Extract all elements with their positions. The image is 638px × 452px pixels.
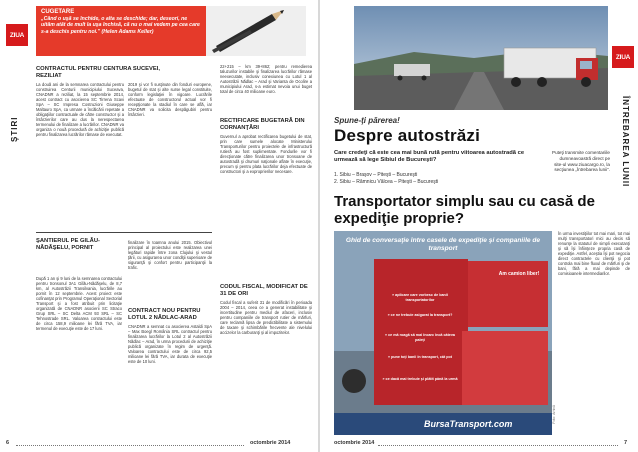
article-text-rectificare: Guvernul a aprobat rectificarea bugetului de stat, prin care sumele alocate Ministerului Transporturilor pentru proiectele de infrastructură rutieră au fost suplimentate. Fondurile vor fi direcţionate către finalizarea unor tronsoane de autostradă şi drumuri naţionale aflate în execuţie, precum şi pentru plata lucrărilor deja efectuate de constructori şi a exproprierilor necesare. bbox=[220, 134, 312, 174]
page-number-right: 7 bbox=[624, 440, 628, 446]
guide-item: » ce dacă mai trebuie şi plătit până la urmă bbox=[382, 377, 458, 381]
quote-header: CUGETARE bbox=[41, 9, 75, 15]
article-text-lotul2: CNADNR a semnat cu asocierea Astaldi SpA – Max Boegl România SRL contractul pentru finalizarea lucrărilor la Lotul 2 al Autostrăzii Nădlac – Arad, în urma procedurii de achiziţie publică organizate în regim de urgenţă. Valoarea contractului este de circa 92,5 milioane lei fără TVA, iar durata de execuţie este de 10 luni. bbox=[128, 324, 212, 364]
survey-note: Puteţi transmite comentariile dumneavoastră direct pe site-ul www.ziuacargo.ro, la secţiunea „Întrebarea lunii”. bbox=[552, 150, 610, 173]
guide-item: » ce mă roagă să mai încarc încă câteva paleţi bbox=[385, 333, 455, 342]
quote-text: „Când o uşă se închide, o alta se deschide; dar, deseori, ne uităm atât de mult la uşa închisă, că nu o mai vedem pe cea care s-a deschis pentru noi.” (Helen Adams Keller) bbox=[41, 16, 200, 35]
survey-kicker: Spune-ţi părerea! bbox=[334, 116, 400, 125]
survey-option-2: 2. Sibiu – Râmnicu Vâlcea – Piteşti – Bucureşti bbox=[334, 179, 439, 185]
article-text-gilau-col2: finalizare în toamna anului 2015. Obiectivul principal al proiectului este realizarea unei legături rapide între zona Clujului şi vestul ţării, cu asigurarea unor condiţii superioare de siguranţă şi confort pentru participanţii la trafic. bbox=[128, 240, 212, 270]
article-text-nadlac-cont: 22+215 – km 39+862; pentru remedierea taluzurilor instabile şi finalizarea lucrărilor rămase neexecutate, inclusiv conexiunea cu Lotul 1 al Autostrăzii Nădlac – Arad şi Varianta de Ocolire a municipiului Arad, s-a estimat nevoia unui buget total de circa 40 milioane euro. bbox=[220, 64, 312, 94]
guide-item: » aplicare care vorbesc de banii transportatorilor bbox=[392, 293, 448, 302]
pencil-photo bbox=[206, 6, 306, 56]
photo-credit: Foto: Arhivă bbox=[552, 405, 556, 424]
section-title-intrebarea: ÎNTREBAREA LUNII bbox=[621, 96, 630, 188]
footer-dots-right bbox=[378, 445, 618, 446]
article-title-gilau: ŞANTIERUL PE GILĂU-NĂDĂŞELU, PORNIT bbox=[36, 238, 100, 251]
survey-option-1: 1. Sibiu – Braşov – Piteşti – Bucureşti bbox=[334, 172, 418, 178]
section-title-stiri: ŞTIRI bbox=[10, 116, 19, 142]
left-page bbox=[0, 0, 318, 452]
section-divider bbox=[36, 232, 212, 233]
footer-dots-left bbox=[16, 445, 244, 446]
guide-speech-bubble: Am camion liber! bbox=[498, 271, 540, 277]
survey-question: Care credeţi că este cea mai bună rută pentru viitoarea autostradă ce urmează să lege Sibiul de Bucureşti? bbox=[334, 150, 525, 163]
article-title-centura-suceava: CONTRACTUL PENTRU CENTURA SUCEVEI, REZILIAT bbox=[36, 66, 160, 79]
ziua-logo: ZIUA bbox=[6, 24, 28, 46]
page-number-left: 6 bbox=[6, 440, 10, 446]
headline: Transportator simplu sau cu casă de expediţie proprie? bbox=[334, 193, 595, 227]
article-text-centura-col1: La două ani de la semnarea contractului pentru construirea Centurii municipiului Suceava, CNADNR a reziliat, la 15 septembrie 2014, acest contract cu asocierea SC Tirrena Scavi SpA – SC Impresa Costruzioni Giuseppe Maltauro SpA, ca urmare a încălcării repetate a obligaţiilor contractuale de către constructor şi a întârzierilor care au dus la nerespectarea termenului de finalizare a lucrărilor. CNADNR va organiza o nouă procedură de achiziţie publică pentru finalizarea lucrărilor rămase de executat. bbox=[36, 82, 124, 137]
conversation-guide-image bbox=[334, 231, 552, 435]
article-text-codul-fiscal: Codul fiscal a suferit 31 de modificări în perioada 2004 – 2014, ceea ce a generat instabilitate şi incertitudine pentru mediul de afaceri, inclusiv pentru companiile de transport rutier de mărfuri, care reclamă lipsa de predictibilitate a sistemului de taxare şi schimbările frecvente ale nivelului accizelor la carburanţi şi al impozitelor. bbox=[220, 300, 312, 335]
ziua-logo-right: ZIUA bbox=[612, 46, 634, 68]
survey-title: Despre autostrăzi bbox=[334, 126, 481, 145]
article-title-rectificare: RECTIFICARE BUGETARĂ DIN CORNANŢĂRI bbox=[220, 118, 305, 131]
headline-article-text: În urma investiţiilor tot mai mari, tot mai mulţi transportatori mici au decis să renunţe la statutul de simpli executanţi şi să îşi înfiinţeze propria casă de expediţie. Astfel, aceştia îşi pot negocia direct contractele cu clienţii şi pot controla mai bine fluxul de mărfuri şi de bani, fără a mai depinde de comisioanele intermediarilor. bbox=[558, 231, 630, 276]
article-title-lotul2: CONTRACT NOU PENTRU LOTUL 2 NĂDLAC-ARAD bbox=[128, 308, 201, 321]
quote-box bbox=[36, 6, 206, 56]
guide-title: Ghid de conversaţie între casele de expediţie şi companiile de transport bbox=[345, 237, 541, 252]
truck-road-photo bbox=[354, 6, 608, 110]
article-text-gilau-col1: După 1 an şi 9 luni de la semnarea contractului pentru tronsonul 3A1 Gilău-Nădăşelu, de 8,7 km, al Autostrăzii Transilvania, lucrările au pornit în 12 septembrie. Acest proiect este cofinanţat prin Programul Operaţional Sectorial Transport şi a fost atribuit prin licitaţie organizată de CNADNR asocierii SC Straco Grup SRL – SC Delta ACM 93 SRL – SC Tehnostrade SRL. Valoarea contractului este de circa 158,9 milioane lei fără TVA, iar termenul de execuţie este de 17 luni. bbox=[36, 276, 122, 331]
article-text-centura-col2: 2019 şi vor fi susţinute din fonduri europene, bugetul de stat şi alte surse legal constituite, conform legislaţiei în vigoare. Lucrările efectuate de constructorul actual vor fi recepţionate la stadiul în care se află, iar CNADNR va solicita despăgubiri pentru întârzieri. bbox=[128, 82, 212, 117]
article-title-codul-fiscal: CODUL FISCAL, MODIFICAT DE 31 DE ORI bbox=[220, 284, 308, 297]
guide-item: » ce ne trebuie asigurat la transport? bbox=[387, 313, 453, 317]
footer-date-right: octombrie 2014 bbox=[334, 440, 375, 446]
guide-item: » pune toţi banii în transport, cât pot bbox=[388, 355, 452, 359]
footer-date-left: octombrie 2014 bbox=[250, 440, 291, 446]
bursatransport-logo: BursaTransport.com bbox=[424, 419, 513, 429]
